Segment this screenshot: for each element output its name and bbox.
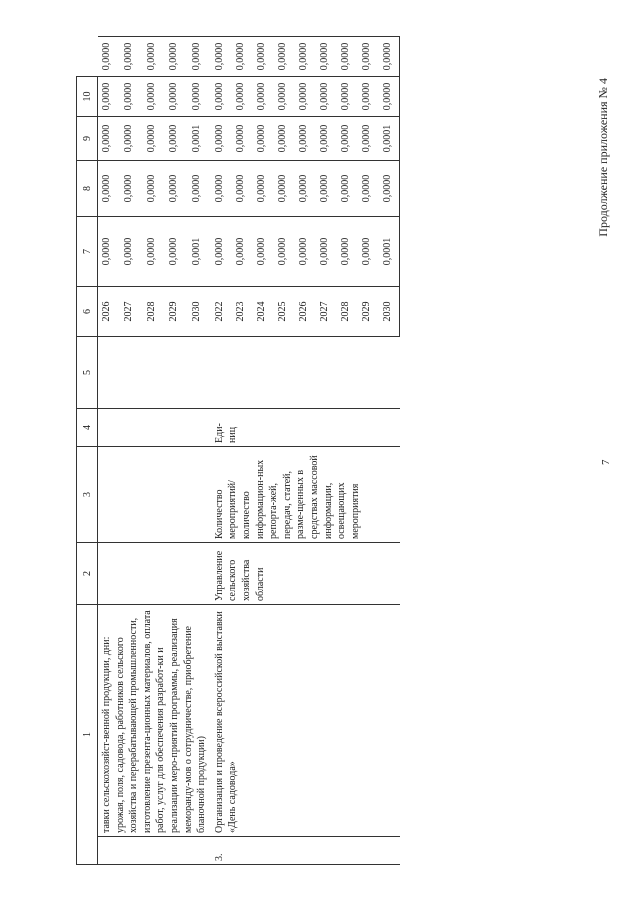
header-cell: 2 <box>77 543 98 605</box>
value-cell: 0,0000 <box>274 77 295 117</box>
header-row <box>77 37 98 865</box>
value-cell: 0,0000 <box>211 117 232 161</box>
year-cell: 2027 <box>316 287 337 337</box>
value-cell: 0,0000 <box>120 37 143 77</box>
value-cell: 0,0000 <box>316 161 337 217</box>
year-cell: 2029 <box>358 287 379 337</box>
year-cell: 2028 <box>337 287 358 337</box>
header-cell: 7 <box>77 217 98 287</box>
header-cell: 6 <box>77 287 98 337</box>
value-cell: 0,0000 <box>232 77 253 117</box>
value-cell: 0,0000 <box>379 161 400 217</box>
value-cell: 0,0000 <box>211 37 232 77</box>
header-cell: 10 <box>77 77 98 117</box>
value-cell: 0,0000 <box>98 77 121 117</box>
value-cell: 0,0000 <box>165 37 188 77</box>
value-cell: 0,0000 <box>358 217 379 287</box>
responsible-executor: Управление сельского хозяйства области <box>211 543 400 605</box>
year-cell: 2026 <box>98 287 121 337</box>
value-cell: 0,0000 <box>253 117 274 161</box>
unit-of-measure <box>98 409 211 447</box>
value-cell: 0,0000 <box>316 37 337 77</box>
row-index: 3. <box>211 837 400 865</box>
value-cell: 0,0000 <box>358 117 379 161</box>
value-cell: 0,0000 <box>120 77 143 117</box>
value-cell: 0,0000 <box>253 77 274 117</box>
value-cell: 0,0000 <box>120 117 143 161</box>
year-cell: 2024 <box>253 287 274 337</box>
value-cell: 0,0000 <box>98 217 121 287</box>
value-cell: 0,0001 <box>188 217 211 287</box>
header-cell: 9 <box>77 117 98 161</box>
page-number: 7 <box>600 459 612 465</box>
value-cell: 0,0000 <box>358 77 379 117</box>
appendix-caption: Продолжение приложения № 4 <box>596 78 610 237</box>
value-cell: 0,0000 <box>211 161 232 217</box>
year-cell: 2025 <box>274 287 295 337</box>
year-cell: 2029 <box>165 287 188 337</box>
value-cell: 0,0001 <box>379 117 400 161</box>
indicator-name <box>98 447 211 543</box>
year-cell: 2023 <box>232 287 253 337</box>
row-index <box>98 837 211 865</box>
value-cell: 0,0000 <box>295 37 316 77</box>
responsible-executor <box>98 543 211 605</box>
year-cell: 2026 <box>295 287 316 337</box>
value-cell: 0,0000 <box>143 37 166 77</box>
table-row <box>211 37 232 865</box>
year-cell: 2028 <box>143 287 166 337</box>
value-cell: 0,0000 <box>143 117 166 161</box>
value-cell: 0,0000 <box>274 117 295 161</box>
value-cell: 0,0000 <box>143 161 166 217</box>
value-cell: 0,0000 <box>295 77 316 117</box>
value-cell: 0,0000 <box>337 217 358 287</box>
value-cell: 0,0000 <box>379 37 400 77</box>
value-cell: 0,0000 <box>274 217 295 287</box>
value-cell: 0,0000 <box>316 77 337 117</box>
value-cell: 0,0000 <box>232 117 253 161</box>
value-cell: 0,0000 <box>98 117 121 161</box>
value-cell: 0,0000 <box>274 37 295 77</box>
column-5-cell <box>211 337 400 409</box>
value-cell: 0,0000 <box>337 161 358 217</box>
value-cell: 0,0000 <box>316 117 337 161</box>
value-cell: 0,0000 <box>232 161 253 217</box>
value-cell: 0,0000 <box>379 77 400 117</box>
year-cell: 2022 <box>211 287 232 337</box>
value-cell: 0,0000 <box>337 37 358 77</box>
value-cell: 0,0000 <box>188 161 211 217</box>
value-cell: 0,0000 <box>253 37 274 77</box>
year-cell: 2030 <box>379 287 400 337</box>
value-cell: 0,0000 <box>295 117 316 161</box>
value-cell: 0,0000 <box>253 217 274 287</box>
value-cell: 0,0000 <box>337 117 358 161</box>
value-cell: 0,0000 <box>232 217 253 287</box>
activity-name: Организация и проведение всероссийской выставки «День садовода» <box>211 605 400 837</box>
unit-of-measure: Еди-ниц <box>211 409 400 447</box>
header-cell: 4 <box>77 409 98 447</box>
value-cell: 0,0000 <box>165 217 188 287</box>
header-cell: 8 <box>77 161 98 217</box>
value-cell: 0,0000 <box>98 37 121 77</box>
value-cell: 0,0000 <box>188 77 211 117</box>
value-cell: 0,0000 <box>253 161 274 217</box>
value-cell: 0,0000 <box>232 37 253 77</box>
value-cell: 0,0000 <box>165 161 188 217</box>
activity-name: тавки сельскохозяйст-венной продукции, дни: урожая, поля, садовода, работников сельского хозяйства и перерабатывающей промышленности, изготовление презента-ционных материалов, оплата работ, услуг для обеспечения разработ-ки и реализации меро-приятий программы, реализация меморанду-мов о сотрудничестве, приобретение бланочной продукции) <box>98 605 211 837</box>
value-cell: 0,0000 <box>274 161 295 217</box>
value-cell: 0,0000 <box>165 117 188 161</box>
value-cell: 0,0000 <box>295 217 316 287</box>
value-cell: 0,0000 <box>211 217 232 287</box>
value-cell: 0,0000 <box>211 77 232 117</box>
value-cell: 0,0000 <box>143 217 166 287</box>
year-cell: 2030 <box>188 287 211 337</box>
table-body <box>98 37 400 865</box>
header-cell: 3 <box>77 447 98 543</box>
value-cell: 0,0001 <box>379 217 400 287</box>
value-cell: 0,0001 <box>188 117 211 161</box>
indicator-name: Количество мероприятий/ количество информацион-ных репорта-жей, передач, статей, разме-щенных в средствах массовой информации, освещающих мероприятия <box>211 447 400 543</box>
value-cell: 0,0000 <box>358 37 379 77</box>
value-cell: 0,0000 <box>143 77 166 117</box>
column-5-cell <box>98 337 211 409</box>
table-row <box>98 37 121 865</box>
value-cell: 0,0000 <box>337 77 358 117</box>
header-cell: 5 <box>77 337 98 409</box>
value-cell: 0,0000 <box>120 161 143 217</box>
year-cell: 2027 <box>120 287 143 337</box>
value-cell: 0,0000 <box>316 217 337 287</box>
data-table <box>76 36 400 865</box>
header-cell: 1 <box>77 605 98 865</box>
value-cell: 0,0000 <box>358 161 379 217</box>
value-cell: 0,0000 <box>98 161 121 217</box>
value-cell: 0,0000 <box>295 161 316 217</box>
value-cell: 0,0000 <box>120 217 143 287</box>
value-cell: 0,0000 <box>165 77 188 117</box>
value-cell: 0,0000 <box>188 37 211 77</box>
